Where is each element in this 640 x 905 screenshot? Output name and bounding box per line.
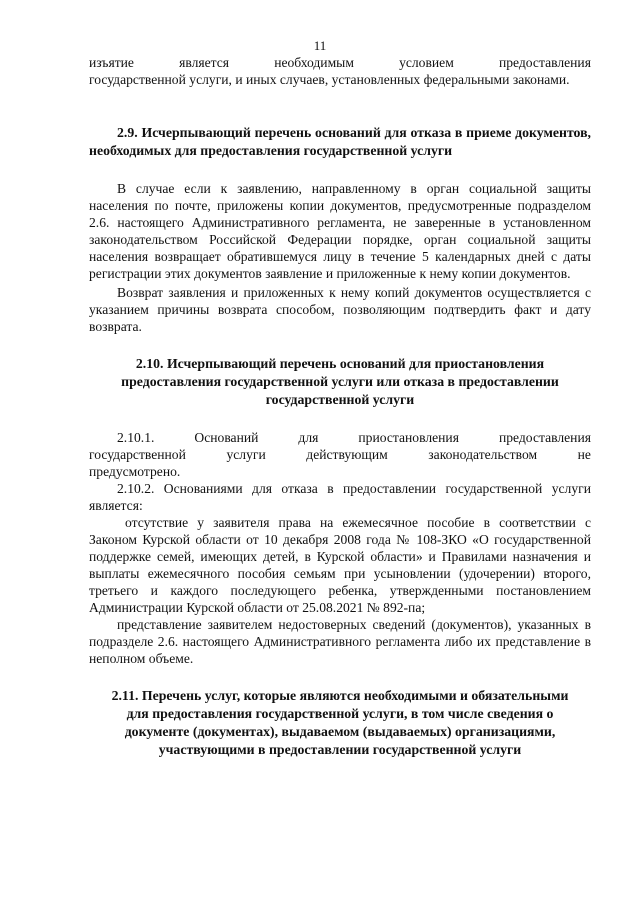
word: предоставления	[498, 55, 591, 70]
word: приостановления	[358, 430, 459, 445]
section-2-10-1-line-2	[89, 446, 591, 463]
page-number: 11	[313, 38, 327, 53]
section-2-10-1-line-3: предусмотрено.	[89, 464, 181, 479]
word: изъятие	[89, 55, 134, 70]
word: условием	[399, 55, 454, 70]
word: 2.10.1.	[117, 430, 155, 445]
section-2-10-heading: 2.10. Исчерпывающий перечень оснований для приостановления предоставления государственной услуги или отказа в предоставлении государственной услуги	[121, 356, 559, 407]
section-2-9-paragraph-2: Возврат заявления и приложенных к нему копий документов осуществляется с указанием причины возврата способом, позволяющим подтвердить факт и дату возврата.	[89, 285, 591, 334]
section-2-10-2-item-1: отсутствие у заявителя права на ежемесячное пособие в соответствии с Законом Курской области от 10 декабря 2008 года № 108-ЗКО «О государственной поддержке семей, имеющих детей, в Курской области» и Правилами назначения и выплаты ежемесячного пособия семьям при усыновлении (удочерении) второго, третьего и каждого последующего ребенка, утвержденными постановлением Администрации Курской области от 25.08.2021 № 892-па;	[89, 515, 591, 615]
continuation-line-1	[89, 54, 591, 71]
section-2-10-2-paragraph: 2.10.2. Основаниями для отказа в предоставлении государственной услуги является:	[89, 481, 591, 513]
word: законодательством	[428, 447, 538, 462]
continuation-text: государственной услуги, и иных случаев, установленных федеральными законами.	[89, 72, 570, 87]
word: необходимым	[274, 55, 354, 70]
section-2-9-heading: 2.9. Исчерпывающий перечень оснований для отказа в приеме документов, необходимых для предоставления государственной услуги	[89, 125, 591, 158]
word: предоставления	[498, 430, 591, 445]
word: государственной	[89, 447, 186, 462]
word: действующим	[306, 447, 388, 462]
section-2-10-1-line-1	[89, 429, 591, 446]
word: Оснований	[194, 430, 259, 445]
section-2-9-paragraph-1: В случае если к заявлению, направленному в орган социальной защиты населения по почте, приложены копии документов, предусмотренные подразделом 2.6. настоящего Административного регламента, не заверенные в установленном законодательством Российской Федерации порядке, орган социальной защиты населения возвращает обратившемуся лицу в течение 5 календарных дней с даты регистрации этих документов заявление и приложенные к нему копии документов.	[89, 181, 591, 281]
word: не	[577, 447, 591, 462]
word: является	[179, 55, 230, 70]
word: услуги	[226, 447, 266, 462]
page-content	[89, 54, 591, 759]
section-2-10-2-item-2: представление заявителем недостоверных сведений (документов), указанных в подразделе 2.6. настоящего Административного регламента либо их представление в неполном объеме.	[89, 617, 591, 666]
section-2-11-heading: 2.11. Перечень услуг, которые являются необходимыми и обязательными для предоставления государственной услуги, в том числе сведения о документе (документах), выдаваемом (выдаваемых) организациями, участвующими в предоставлении государственной услуги	[111, 688, 569, 757]
word: для	[298, 430, 319, 445]
